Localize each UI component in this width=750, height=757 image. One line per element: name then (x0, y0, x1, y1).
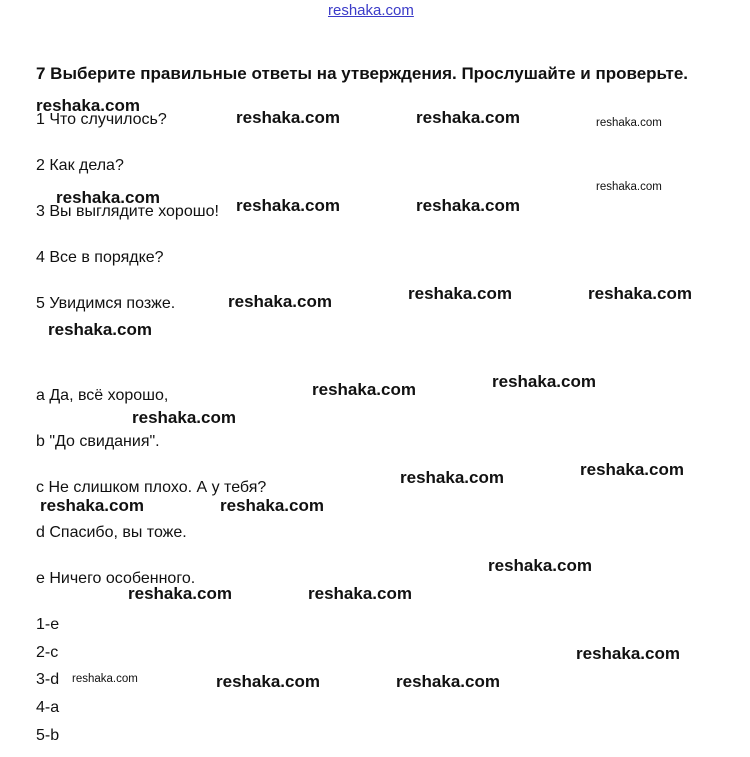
watermark: reshaka.com (576, 644, 680, 663)
watermark: reshaka.com (308, 584, 412, 603)
watermark: reshaka.com (588, 284, 692, 303)
answer-2: 2-c (36, 644, 59, 661)
answer-5: 5-b (36, 727, 60, 744)
statement-3: 3 Вы выглядите хорошо! (36, 203, 219, 220)
watermark: reshaka.com (396, 672, 500, 691)
watermark: reshaka.com (228, 292, 332, 311)
watermark: reshaka.com (132, 408, 236, 427)
response-a: a Да, всё хорошо, (36, 387, 169, 404)
watermark: reshaka.com (236, 196, 340, 215)
answer-4: 4-a (36, 699, 60, 716)
statement-1: 1 Что случилось? (36, 111, 167, 128)
watermark: reshaka.com (48, 320, 152, 339)
response-e: e Ничего особенного. (36, 570, 196, 587)
answer-3: 3-d (36, 671, 60, 688)
watermark: reshaka.com (416, 108, 520, 127)
watermark: reshaka.com (596, 117, 662, 129)
watermark: reshaka.com (400, 468, 504, 487)
watermark: reshaka.com (216, 672, 320, 691)
watermark: reshaka.com (596, 181, 662, 193)
answer-1: 1-e (36, 616, 60, 633)
watermark: reshaka.com (40, 496, 144, 515)
watermark: reshaka.com (312, 380, 416, 399)
watermark: reshaka.com (416, 196, 520, 215)
watermark: reshaka.com (56, 188, 160, 207)
response-d: d Спасибо, вы тоже. (36, 524, 187, 541)
watermark: reshaka.com (408, 284, 512, 303)
watermark: reshaka.com (128, 584, 232, 603)
watermark: reshaka.com (220, 496, 324, 515)
watermark: reshaka.com (580, 460, 684, 479)
statement-4: 4 Все в порядке? (36, 249, 164, 266)
watermark: reshaka.com (36, 96, 140, 115)
watermark: reshaka.com (492, 372, 596, 391)
statement-2: 2 Как дела? (36, 157, 124, 174)
statement-5: 5 Увидимся позже. (36, 295, 176, 312)
watermark: reshaka.com (236, 108, 340, 127)
site-link[interactable]: reshaka.com (328, 2, 414, 19)
watermark: reshaka.com (488, 556, 592, 575)
response-b: b "До свидания". (36, 433, 160, 450)
task-title: 7 Выберите правильные ответы на утверждения. Прослушайте и проверьте. (36, 64, 689, 83)
watermark: reshaka.com (72, 673, 138, 685)
response-c: c Не слишком плохо. А у тебя? (36, 479, 267, 496)
